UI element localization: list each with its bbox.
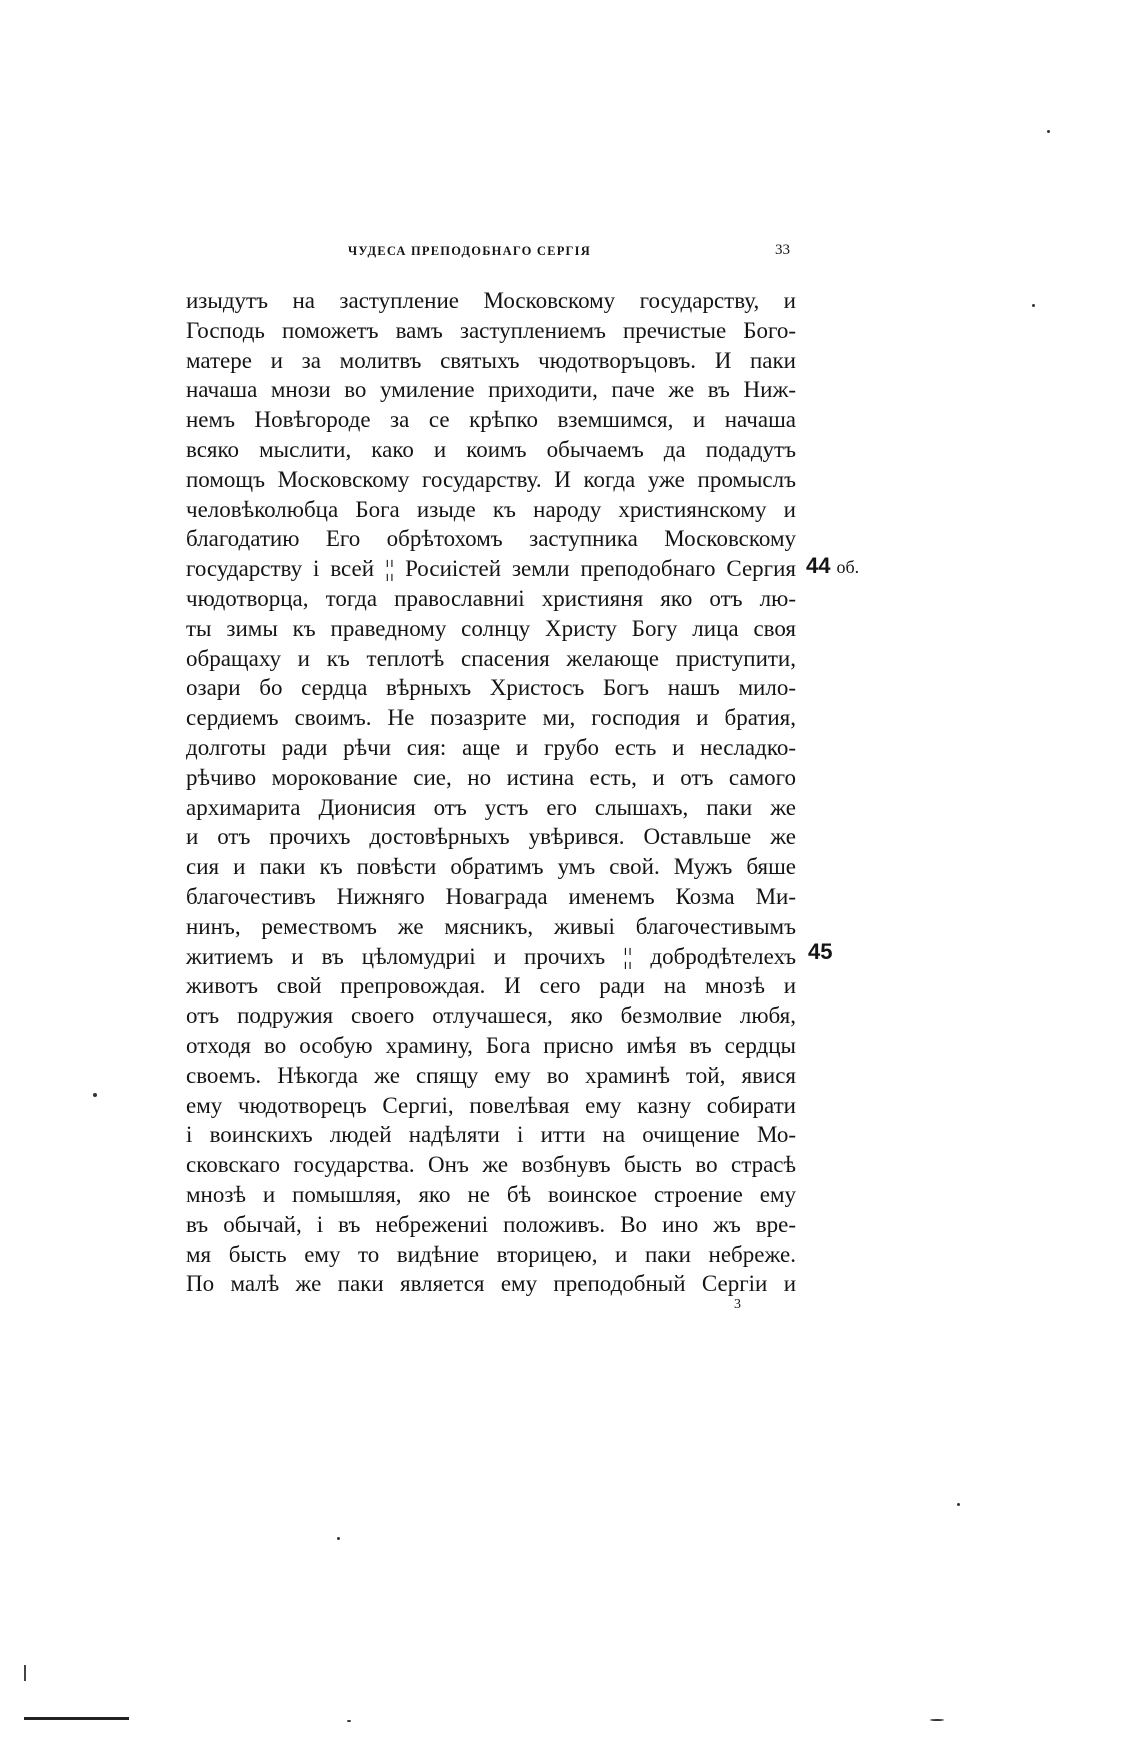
text-line: сердиемъ своимъ. Не позазрите ми, господия и братия,	[186, 705, 796, 731]
text-line: архимарита Дионисия отъ устъ его слышахъ, паки же	[186, 794, 796, 820]
text-line: ему чюдотворецъ Сергиі, повелѣвая ему казну собирати	[186, 1092, 796, 1118]
running-title: ЧУДЕСА ПРЕПОДОБНАГО СЕРГІЯ	[348, 244, 591, 258]
text-line: животъ свой препровождая. И сего ради на мнозѣ и	[186, 973, 796, 999]
scan-speck	[337, 1537, 340, 1540]
scan-speck	[1032, 304, 1035, 307]
text-line: рѣчиво морокование сие, но истина есть, и отъ самого	[186, 764, 796, 790]
margin-folio-44	[806, 555, 859, 577]
text-line: государству і всей ¦¦ Росиістей земли преподобнаго Сергия	[186, 556, 796, 582]
text-line: сковскаго государства. Онъ же возбнувъ бысть во страсѣ	[186, 1152, 796, 1178]
text-line: и отъ прочихъ достовѣрныхъ увѣрився. Оставльше же	[186, 824, 796, 850]
body-text	[186, 286, 796, 1299]
text-line: Господь поможетъ вамъ заступлениемъ пречистые Бого-	[186, 317, 796, 343]
text-line: помощъ Московскому государству. И когда уже промыслъ	[186, 466, 796, 492]
margin-folio-45: 45	[808, 939, 833, 964]
text-line: нинъ, ремествомъ же мясникъ, живыі благочестивымъ	[186, 913, 796, 939]
text-line: мнозѣ и помышляя, яко не бѣ воинское строение ему	[186, 1181, 796, 1207]
text-line: долготы ради рѣчи сия: аще и грубо есть и несладко-	[186, 734, 796, 760]
text-line: человѣколюбца Бога изыде къ народу християнскому и	[186, 496, 796, 522]
text-line: благочестивъ Нижняго Новаграда именемъ Козма Ми-	[186, 883, 796, 909]
scan-speck	[1047, 130, 1050, 133]
text-line: і воинскихъ людей надѣляти і итти на очищение Мо-	[186, 1122, 796, 1148]
running-head	[186, 244, 796, 266]
text-line: всяко мыслити, како и коимъ обычаемъ да подадутъ	[186, 436, 796, 462]
text-line: матере и за молитвъ святыхъ чюдотворъцовъ. И паки	[186, 347, 796, 373]
text-line: обращаху и къ теплотѣ спасения желающе приступити,	[186, 645, 796, 671]
scan-speck	[93, 1093, 97, 1097]
text-line: житиемъ и въ цѣломудриі и прочихъ ¦¦ добродѣтелехъ	[186, 943, 796, 969]
text-line: мя бысть ему то видѣние вторицею, и паки небреже.	[186, 1241, 796, 1267]
text-line: въ обычай, і въ небрежениі положивъ. Во ино жъ вре-	[186, 1211, 796, 1237]
signature-mark: 3	[734, 1297, 741, 1312]
folio-number: 44	[806, 553, 831, 578]
text-line: своемъ. Нѣкогда же спящу ему во храминѣ той, явися	[186, 1062, 796, 1088]
text-line: немъ Новѣгороде за се крѣпко вземшимся, и начаша	[186, 407, 796, 433]
folio-suffix: об.	[836, 557, 860, 577]
text-line: благодатию Его обрѣтохомъ заступника Московскому	[186, 526, 796, 552]
scan-smudge	[24, 1717, 129, 1720]
text-line: чюдотворца, тогда православниі християня яко отъ лю-	[186, 585, 796, 611]
text-line: начаша мнози во умиление приходити, паче же въ Ниж-	[186, 377, 796, 403]
text-line: озари бо сердца вѣрныхъ Христосъ Богъ нашъ мило-	[186, 675, 796, 701]
text-line: По малѣ же паки является ему преподобный Сергіи и	[186, 1271, 796, 1297]
scan-speck	[930, 1719, 944, 1721]
text-line: отъ подружия своего отлучашеся, яко безмолвие любя,	[186, 1003, 796, 1029]
text-line: ты зимы къ праведному солнцу Христу Богу лица своя	[186, 615, 796, 641]
text-line: сия и паки къ повѣсти обратимъ умъ свой. Мужъ бяше	[186, 854, 796, 880]
text-line: отходя во особую храмину, Бога присно имѣя въ сердцы	[186, 1032, 796, 1058]
scan-mark	[24, 1665, 26, 1681]
scan-speck	[347, 1720, 351, 1722]
text-line: изыдутъ на заступление Московскому государству, и	[186, 288, 796, 313]
page-number: 33	[775, 242, 790, 258]
scan-speck	[957, 1503, 960, 1506]
